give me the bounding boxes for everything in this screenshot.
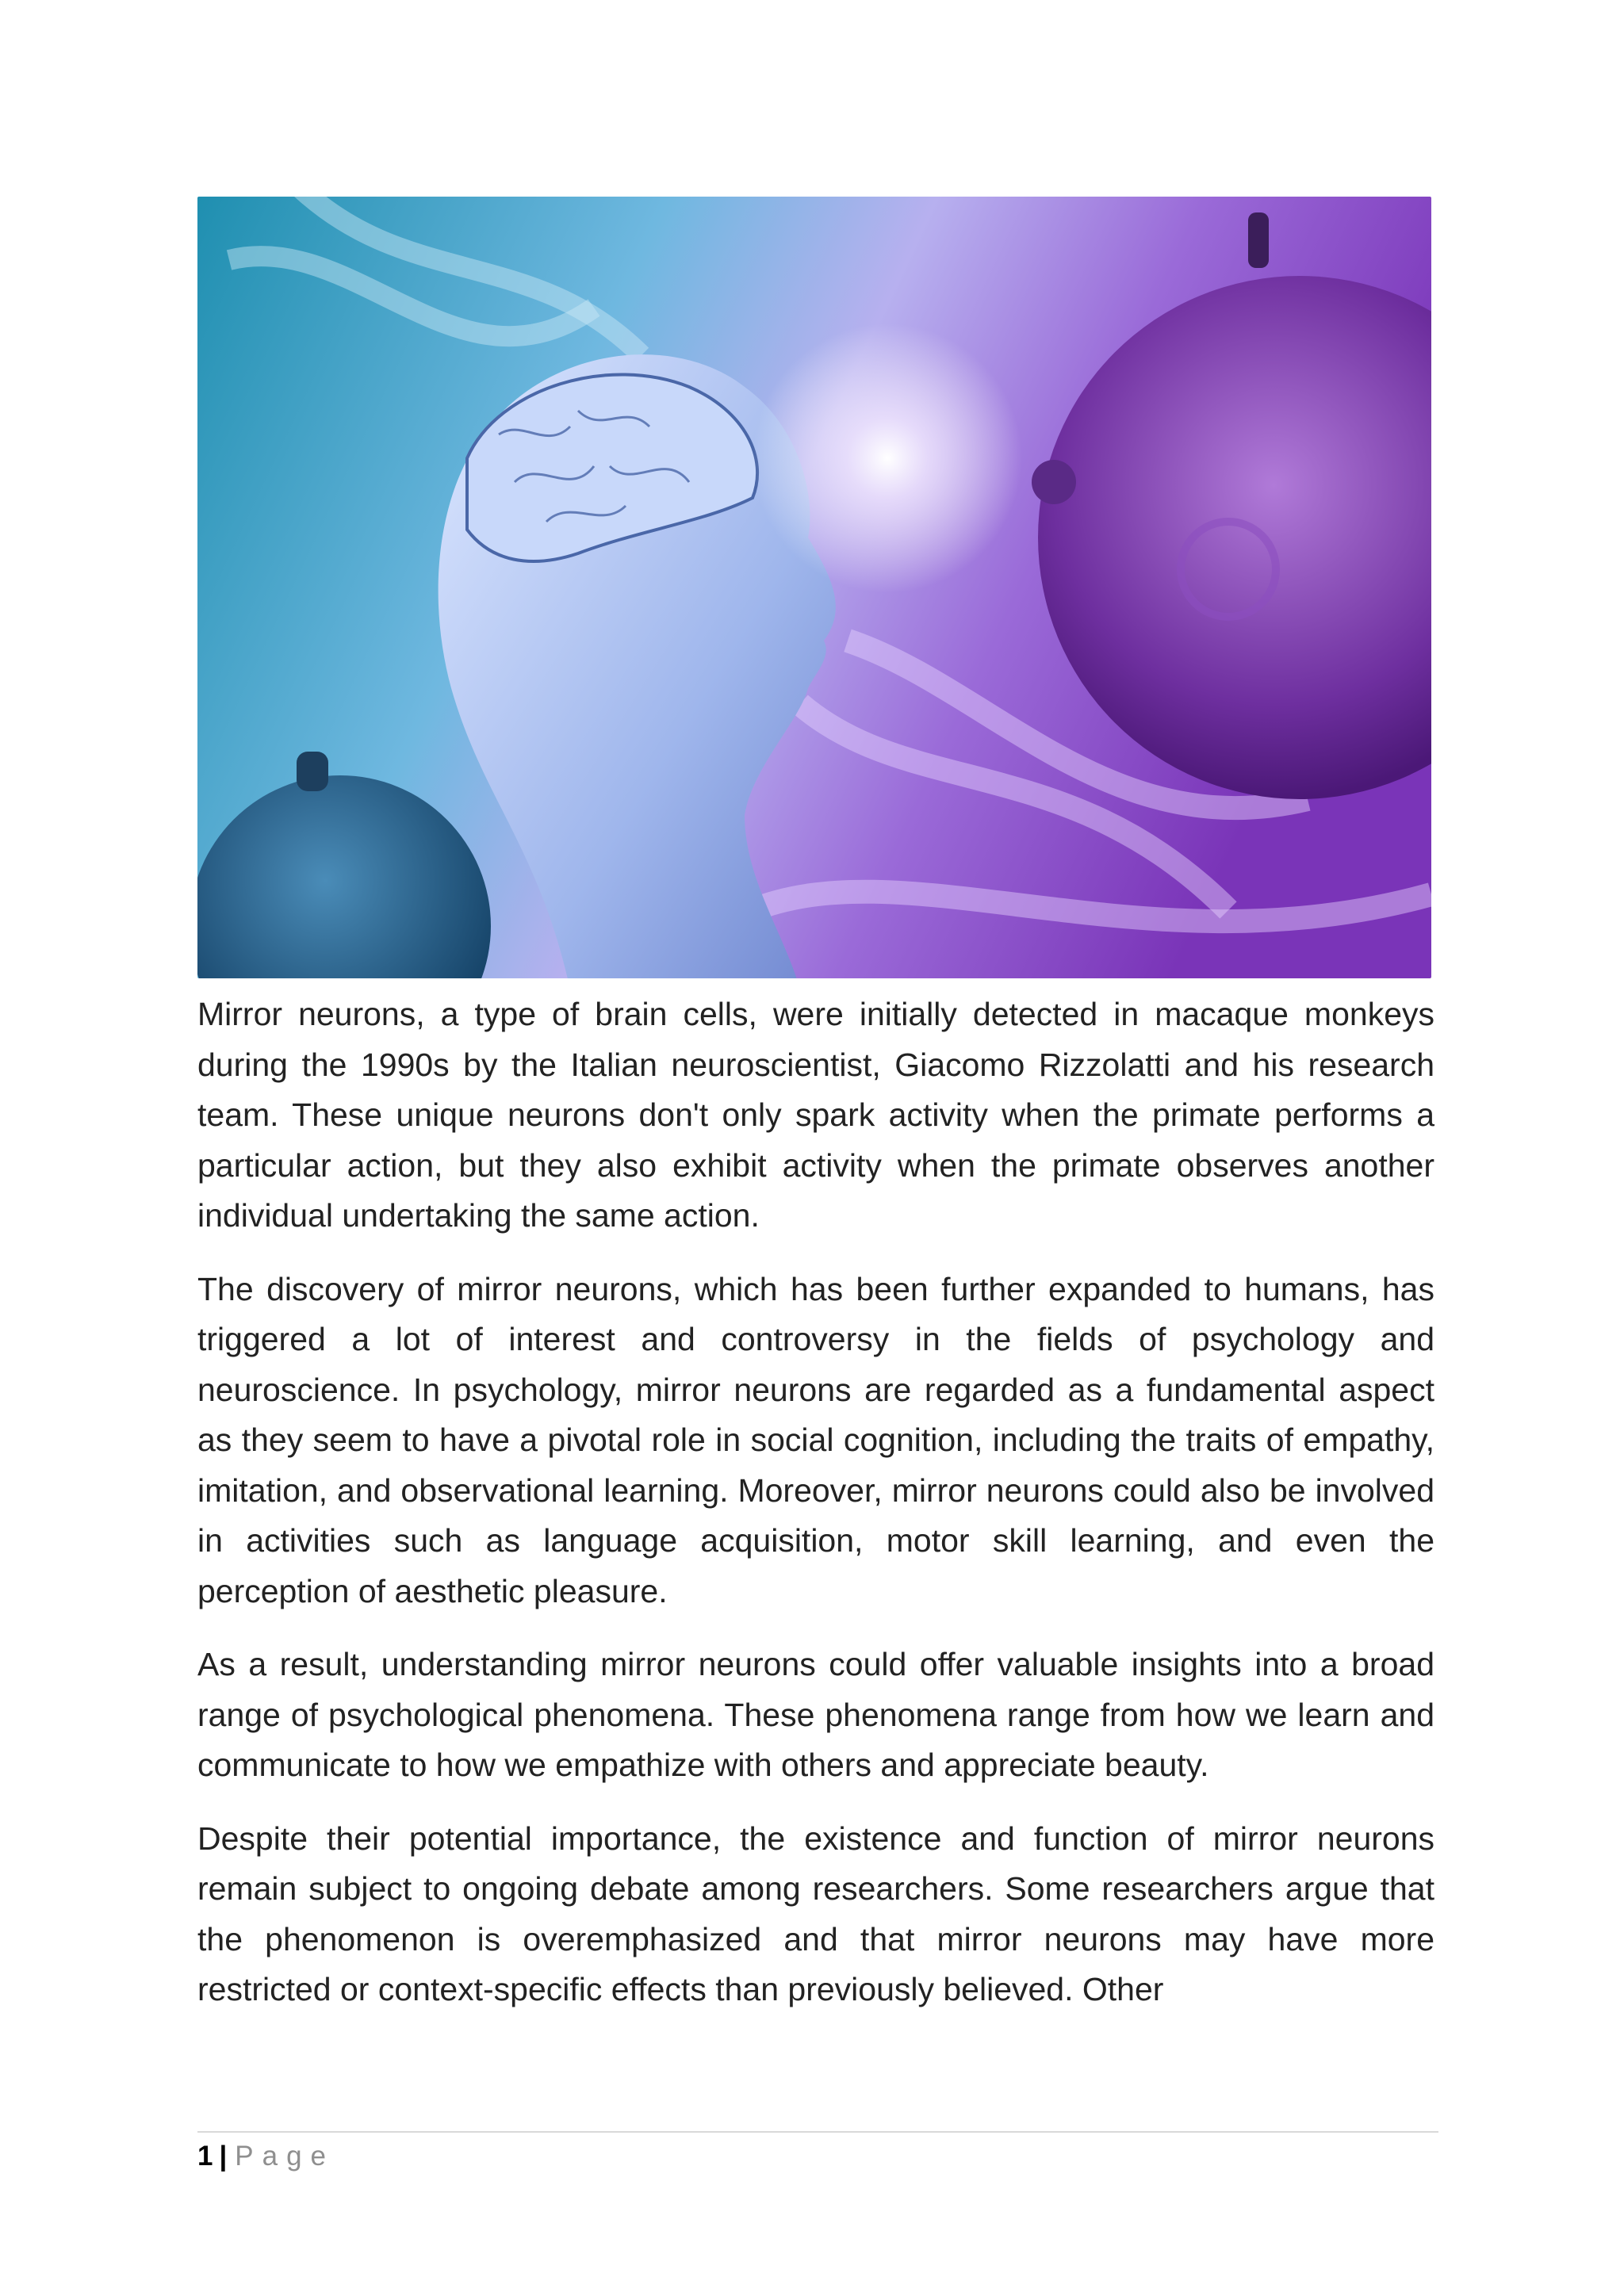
hero-image [197, 197, 1431, 978]
article-body [197, 989, 1434, 2038]
paragraph-2: The discovery of mirror neurons, which has been further expanded to humans, has triggered a lot of interest and controversy in the fields of psychology and neuroscience. In psychology, mirror neurons are regarded as a fundamental aspect as they seem to have a pivotal role in social cognition, including the traits of empathy, imitation, and observational learning. Moreover, mirror neurons could also be involved in activities such as language acquisition, motor skill learning, and even the perception of aesthetic pleasure. [197, 1270, 1434, 1609]
page-footer [197, 2141, 335, 2172]
footer-separator: | [219, 2141, 228, 2172]
paragraph-3: As a result, understanding mirror neurons could offer valuable insights into a broad range of psychological phenomena. These phenomena range from how we learn and communicate to how we empathize with others and appreciate beauty. [197, 1646, 1434, 1783]
paragraph-1: Mirror neurons, a type of brain cells, were initially detected in macaque monkeys during the 1990s by the Italian neuroscientist, Giacomo Rizzolatti and his research team. These unique neurons don't only spark activity when the primate performs a particular action, but they also exhibit activity when the primate observes another individual undertaking the same action. [197, 996, 1434, 1234]
paragraph-4: Despite their potential importance, the existence and function of mirror neurons remain subject to ongoing debate among researchers. Some researchers argue that the phenomenon is overemphasized and that mirror neurons may have more restricted or context-specific effects than previously believed. Other [197, 1820, 1434, 2007]
page-label: Page [235, 2141, 335, 2172]
brain-head-neurons-illustration-icon [197, 197, 1431, 978]
page-number: 1 [197, 2141, 213, 2172]
footer-divider [197, 2131, 1438, 2133]
